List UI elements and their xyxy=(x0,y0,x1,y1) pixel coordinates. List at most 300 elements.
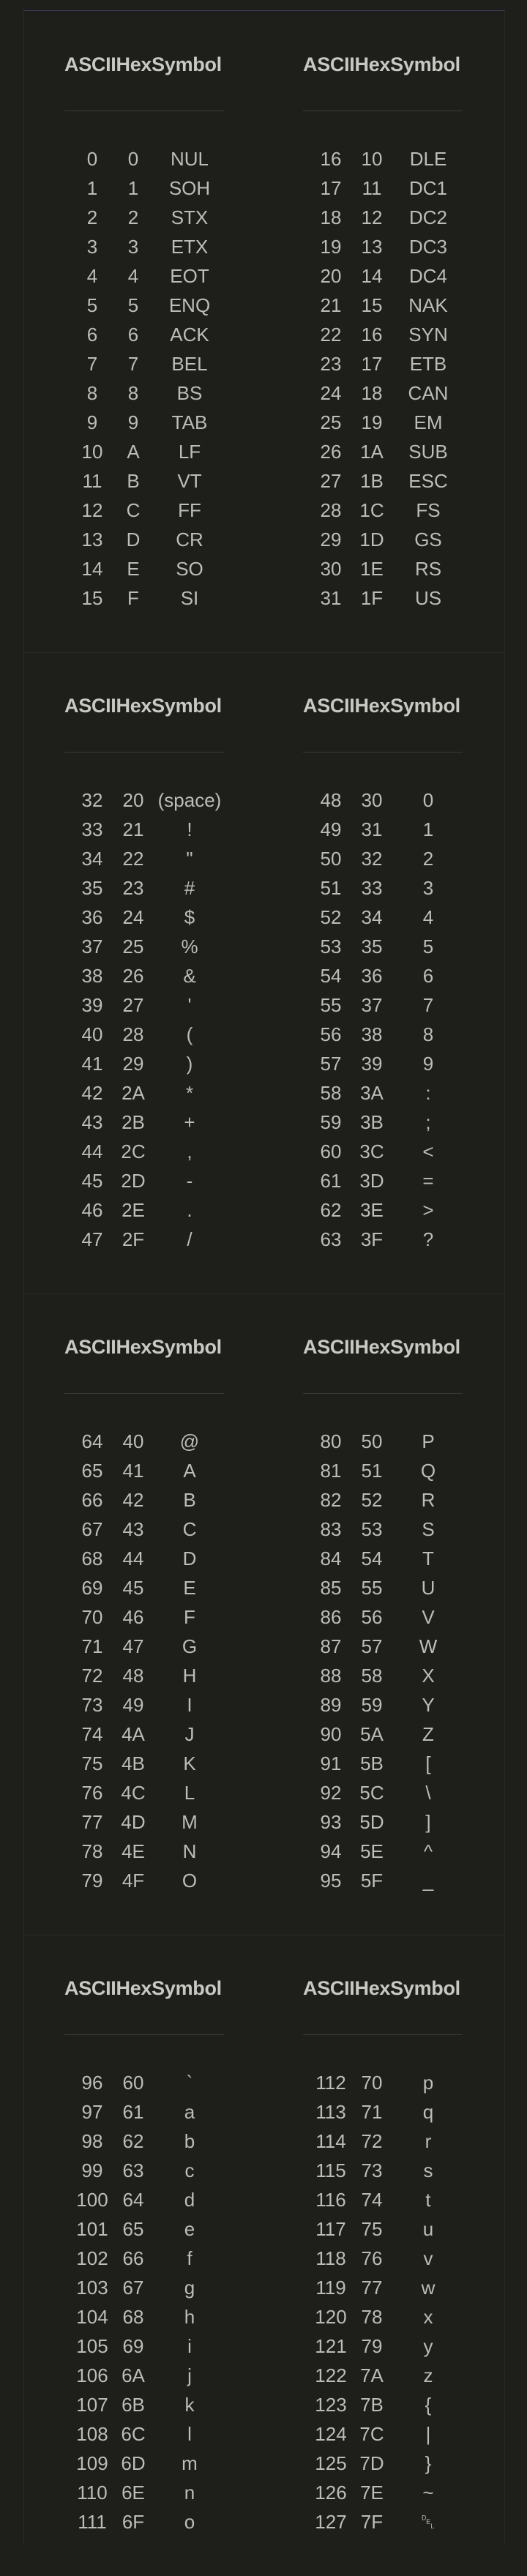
table-row xyxy=(303,1195,464,1225)
ascii-cell: 89 xyxy=(320,1694,342,1716)
table-body xyxy=(64,785,225,1254)
header-symbol: Symbol xyxy=(390,1977,460,1999)
hex-cell: 7E xyxy=(360,2482,384,2504)
hex-cell: 31 xyxy=(361,818,383,840)
table-row xyxy=(303,2156,464,2185)
hex-cell: 74 xyxy=(361,2189,383,2211)
table-row xyxy=(303,2244,464,2273)
ascii-cell: 72 xyxy=(81,1665,103,1687)
ascii-cell: 99 xyxy=(81,2159,103,2181)
symbol-cell: O xyxy=(182,1870,198,1892)
hex-cell: 69 xyxy=(122,2335,144,2357)
symbol-cell: X xyxy=(422,1665,435,1687)
header-symbol: Symbol xyxy=(390,1336,460,1358)
ascii-cell: 19 xyxy=(320,236,342,258)
ascii-cell: 52 xyxy=(320,906,342,928)
table-row xyxy=(303,1544,464,1573)
symbol-cell: ETB xyxy=(409,353,447,375)
table-row xyxy=(64,2244,225,2273)
header-hex: Hex xyxy=(354,53,391,75)
table-row xyxy=(64,2390,225,2419)
symbol-cell: G xyxy=(182,1635,198,1657)
header-hex: Hex xyxy=(116,53,152,75)
table-row xyxy=(64,2332,225,2361)
hex-cell: B xyxy=(127,470,140,492)
hex-cell: 3A xyxy=(360,1082,384,1104)
header-rule xyxy=(303,1393,463,1394)
table-row xyxy=(303,232,464,261)
ascii-cell: 38 xyxy=(81,965,103,987)
table-row xyxy=(64,408,225,437)
table-row xyxy=(64,1108,225,1137)
symbol-cell: EM xyxy=(414,411,443,433)
ascii-cell: 42 xyxy=(81,1082,103,1104)
ascii-cell: 125 xyxy=(315,2452,347,2474)
ascii-cell: 41 xyxy=(81,1053,103,1075)
table-row xyxy=(303,173,464,203)
table-row xyxy=(64,903,225,932)
hex-cell: 6E xyxy=(122,2482,145,2504)
table-row xyxy=(64,1485,225,1515)
ascii-cell: 105 xyxy=(76,2335,108,2357)
hex-cell: 52 xyxy=(361,1489,383,1511)
ascii-cell: 79 xyxy=(81,1870,103,1892)
hex-cell: 73 xyxy=(361,2159,383,2181)
hex-cell: A xyxy=(127,441,140,463)
hex-cell: 1F xyxy=(360,587,384,609)
hex-cell: 14 xyxy=(361,265,383,287)
symbol-cell: 8 xyxy=(422,1023,434,1045)
ascii-cell: 93 xyxy=(320,1811,342,1833)
hex-cell: 6F xyxy=(122,2511,145,2533)
ascii-cell: 11 xyxy=(82,470,102,492)
hex-cell: 37 xyxy=(361,994,383,1016)
hex-cell: 39 xyxy=(361,1053,383,1075)
ascii-cell: 3 xyxy=(86,236,98,258)
header-rule xyxy=(64,1393,224,1394)
hex-cell: 3B xyxy=(360,1111,384,1133)
table-row xyxy=(303,466,464,496)
table-row xyxy=(64,2185,225,2214)
table-row xyxy=(303,2419,464,2449)
hex-cell: 5 xyxy=(127,294,139,316)
table-row xyxy=(303,1078,464,1108)
table-row xyxy=(303,2185,464,2214)
hex-cell: 1E xyxy=(360,558,384,580)
hex-cell: E xyxy=(127,558,140,580)
symbol-cell: q xyxy=(422,2101,434,2123)
ascii-cell: 98 xyxy=(81,2130,103,2152)
table-row xyxy=(64,1661,225,1690)
symbol-cell: SI xyxy=(180,587,199,609)
symbol-cell: n xyxy=(184,2482,195,2504)
ascii-cell: 77 xyxy=(81,1811,103,1833)
hex-cell: 21 xyxy=(122,818,144,840)
table-row xyxy=(303,1661,464,1690)
ascii-cell: 40 xyxy=(81,1023,103,1045)
table-row xyxy=(303,1573,464,1602)
table-row xyxy=(303,1166,464,1195)
ascii-cell: 16 xyxy=(320,148,342,170)
symbol-cell: Z xyxy=(422,1723,434,1745)
header-symbol: Symbol xyxy=(152,1336,222,1358)
ascii-cell: 62 xyxy=(320,1199,342,1221)
table-row xyxy=(303,815,464,844)
ascii-cell: 114 xyxy=(315,2130,346,2152)
symbol-cell: N xyxy=(182,1840,197,1862)
ascii-cell: 59 xyxy=(320,1111,342,1133)
ascii-cell: 112 xyxy=(315,2072,346,2094)
table-row xyxy=(64,1866,225,1895)
table-row xyxy=(64,1573,225,1602)
header-ascii: ASCII xyxy=(64,1336,116,1358)
ascii-cell: 119 xyxy=(315,2277,346,2299)
ascii-cell: 68 xyxy=(81,1548,103,1569)
table-row xyxy=(64,1020,225,1049)
header-hex: Hex xyxy=(116,1336,152,1358)
hex-cell: 60 xyxy=(122,2072,144,2094)
symbol-cell: NUL xyxy=(170,148,209,170)
hex-cell: 4A xyxy=(122,1723,145,1745)
table-row xyxy=(303,554,464,583)
symbol-cell: g xyxy=(184,2277,195,2299)
table-section xyxy=(24,1935,504,2576)
hex-cell: 12 xyxy=(361,206,383,228)
table-row xyxy=(303,2449,464,2478)
hex-cell: 79 xyxy=(361,2335,383,2357)
table-row xyxy=(64,1225,225,1254)
ascii-cell: 49 xyxy=(320,818,342,840)
table-row xyxy=(64,1427,225,1456)
hex-cell: 65 xyxy=(122,2218,144,2240)
symbol-cell: @ xyxy=(179,1430,200,1452)
symbol-cell: s xyxy=(423,2159,433,2181)
hex-cell: 49 xyxy=(122,1694,144,1716)
hex-cell: 48 xyxy=(122,1665,144,1687)
ascii-cell: 106 xyxy=(76,2364,108,2386)
header-symbol: Symbol xyxy=(152,695,222,717)
hex-cell: 2D xyxy=(121,1170,146,1192)
table-row xyxy=(64,1515,225,1544)
hex-cell: 27 xyxy=(122,994,144,1016)
table-row xyxy=(303,261,464,291)
table-row xyxy=(64,2127,225,2156)
symbol-cell: j xyxy=(187,2364,192,2386)
ascii-cell: 71 xyxy=(81,1635,103,1657)
table-body xyxy=(64,2068,225,2536)
hex-cell: 4C xyxy=(121,1782,146,1804)
header-symbol: Symbol xyxy=(390,53,460,75)
table-row xyxy=(64,815,225,844)
hex-cell: 4F xyxy=(122,1870,145,1892)
table-row xyxy=(303,1515,464,1544)
hex-cell: 5F xyxy=(360,1870,384,1892)
hex-cell: 58 xyxy=(361,1665,383,1687)
table-row xyxy=(64,844,225,873)
ascii-cell: 85 xyxy=(320,1577,342,1599)
symbol-cell: : xyxy=(425,1082,431,1104)
ascii-cell: 48 xyxy=(320,789,342,811)
hex-cell: 5C xyxy=(359,1782,384,1804)
symbol-cell: SUB xyxy=(408,441,448,463)
table-row xyxy=(303,2507,464,2536)
symbol-cell: & xyxy=(183,965,196,987)
ascii-cell: 39 xyxy=(81,994,103,1016)
symbol-cell: ^ xyxy=(423,1840,433,1862)
symbol-cell: l xyxy=(187,2423,192,2445)
ascii-cell: 82 xyxy=(320,1489,342,1511)
ascii-cell: 91 xyxy=(320,1752,342,1774)
symbol-cell: H xyxy=(182,1665,197,1687)
hex-cell: 75 xyxy=(361,2218,383,2240)
hex-cell: 61 xyxy=(122,2101,144,2123)
hex-cell: 5B xyxy=(360,1752,384,1774)
table-row xyxy=(64,2214,225,2244)
symbol-cell: ( xyxy=(186,1023,193,1045)
hex-cell: 17 xyxy=(361,353,383,375)
header-ascii: ASCII xyxy=(303,695,355,717)
table-row xyxy=(64,1778,225,1807)
ascii-cell: 120 xyxy=(315,2306,347,2328)
ascii-cell: 121 xyxy=(315,2335,347,2357)
table-header xyxy=(303,1336,464,1359)
symbol-cell: [ xyxy=(425,1752,431,1774)
table-row xyxy=(64,1137,225,1166)
symbol-cell: ? xyxy=(422,1228,434,1250)
hex-cell: 1A xyxy=(360,441,384,463)
symbol-cell: 1 xyxy=(422,818,434,840)
hex-cell: 62 xyxy=(122,2130,144,2152)
ascii-cell: 109 xyxy=(76,2452,108,2474)
header-hex: Hex xyxy=(354,695,391,717)
hex-cell: 78 xyxy=(361,2306,383,2328)
header-rule xyxy=(303,2034,463,2035)
ascii-cell: 28 xyxy=(320,499,342,521)
ascii-cell: 78 xyxy=(81,1840,103,1862)
hex-cell: 70 xyxy=(361,2072,383,2094)
symbol-cell: L xyxy=(184,1782,195,1804)
hex-cell: 54 xyxy=(361,1548,383,1569)
table-row xyxy=(64,203,225,232)
symbol-cell: 6 xyxy=(422,965,434,987)
table-row xyxy=(64,932,225,961)
symbol-cell: ESC xyxy=(408,470,448,492)
ascii-cell: 116 xyxy=(315,2189,346,2211)
ascii-cell: 30 xyxy=(320,558,342,580)
table-row xyxy=(64,1807,225,1837)
hex-cell: 76 xyxy=(361,2247,383,2269)
header-ascii: ASCII xyxy=(64,1977,116,1999)
symbol-cell: Q xyxy=(420,1460,436,1482)
hex-cell: C xyxy=(126,499,141,521)
ascii-cell: 86 xyxy=(320,1606,342,1628)
ascii-cell: 14 xyxy=(81,558,103,580)
symbol-cell: FF xyxy=(178,499,201,521)
symbol-cell: e xyxy=(184,2218,195,2240)
hex-cell: 42 xyxy=(122,1489,144,1511)
symbol-cell: VT xyxy=(177,470,202,492)
table-row xyxy=(64,2507,225,2536)
ascii-cell: 65 xyxy=(81,1460,103,1482)
header-hex: Hex xyxy=(354,1977,391,1999)
hex-cell: 4B xyxy=(122,1752,145,1774)
symbol-cell: # xyxy=(184,877,195,899)
symbol-cell: SO xyxy=(176,558,203,580)
hex-cell: 66 xyxy=(122,2247,144,2269)
symbol-cell: " xyxy=(186,848,193,870)
ascii-cell: 66 xyxy=(81,1489,103,1511)
symbol-cell: ! xyxy=(187,818,193,840)
table-row xyxy=(64,378,225,408)
ascii-cell: 102 xyxy=(76,2247,108,2269)
hex-cell: 50 xyxy=(361,1430,383,1452)
table-row xyxy=(303,408,464,437)
symbol-cell: NAK xyxy=(408,294,448,316)
symbol-cell: ETX xyxy=(171,236,209,258)
ascii-cell: 8 xyxy=(86,382,98,404)
hex-cell: 38 xyxy=(361,1023,383,1045)
symbol-cell: + xyxy=(184,1111,195,1133)
symbol-cell: M xyxy=(182,1811,198,1833)
ascii-cell: 2 xyxy=(86,206,98,228)
header-rule xyxy=(303,752,463,753)
hex-cell: 5A xyxy=(360,1723,384,1745)
hex-cell: 3E xyxy=(360,1199,384,1221)
header-symbol: Symbol xyxy=(152,53,222,75)
ascii-cell: 110 xyxy=(77,2482,108,2504)
table-row xyxy=(303,1456,464,1485)
hex-cell: 23 xyxy=(122,877,144,899)
hex-cell: 5D xyxy=(359,1811,384,1833)
table-row xyxy=(64,2361,225,2390)
ascii-cell: 26 xyxy=(320,441,342,463)
ascii-cell: 113 xyxy=(315,2101,346,2123)
hex-cell: 8 xyxy=(127,382,139,404)
symbol-cell: ; xyxy=(425,1111,431,1133)
header-ascii: ASCII xyxy=(303,1336,355,1358)
hex-cell: 16 xyxy=(361,324,383,346)
symbol-cell: ENQ xyxy=(168,294,211,316)
hex-cell: 47 xyxy=(122,1635,144,1657)
table-row xyxy=(303,2390,464,2419)
ascii-cell: 73 xyxy=(81,1694,103,1716)
hex-cell: 2 xyxy=(127,206,139,228)
hex-cell: 18 xyxy=(361,382,383,404)
table-body xyxy=(303,2068,464,2536)
hex-cell: 1C xyxy=(359,499,384,521)
hex-cell: 7 xyxy=(127,353,139,375)
table-row xyxy=(64,1166,225,1195)
symbol-cell: R xyxy=(421,1489,436,1511)
hex-cell: 53 xyxy=(361,1518,383,1540)
ascii-table-frame xyxy=(23,10,505,2543)
ascii-cell: 108 xyxy=(76,2423,108,2445)
hex-cell: 64 xyxy=(122,2189,144,2211)
header-ascii: ASCII xyxy=(303,1977,355,1999)
hex-cell: 3F xyxy=(360,1228,384,1250)
hex-cell: 6C xyxy=(121,2423,146,2445)
ascii-cell: 47 xyxy=(81,1228,103,1250)
symbol-cell: * xyxy=(185,1082,194,1104)
header-hex: Hex xyxy=(116,1977,152,1999)
ascii-cell: 126 xyxy=(315,2482,347,2504)
table-row xyxy=(303,1720,464,1749)
symbol-cell: _ xyxy=(422,1870,434,1892)
table-header xyxy=(64,1336,225,1359)
ascii-cell: 12 xyxy=(81,499,103,521)
ascii-cell: 122 xyxy=(315,2364,347,2386)
table-row xyxy=(64,1690,225,1720)
hex-cell: 77 xyxy=(361,2277,383,2299)
ascii-cell: 20 xyxy=(320,265,342,287)
ascii-cell: 5 xyxy=(86,294,98,316)
ascii-cell: 9 xyxy=(86,411,98,433)
table-row xyxy=(303,1749,464,1778)
ascii-cell: 64 xyxy=(81,1430,103,1452)
ascii-cell: 76 xyxy=(81,1782,103,1804)
hex-cell: 7A xyxy=(360,2364,384,2386)
table-row xyxy=(303,785,464,815)
hex-cell: 68 xyxy=(122,2306,144,2328)
hex-cell: 51 xyxy=(361,1460,383,1482)
hex-cell: 72 xyxy=(361,2130,383,2152)
table-section xyxy=(24,11,504,652)
hex-cell: 13 xyxy=(361,236,383,258)
section-divider xyxy=(24,1293,504,1294)
symbol-cell: 5 xyxy=(422,936,434,957)
hex-cell: 7C xyxy=(359,2423,384,2445)
table-row xyxy=(303,1049,464,1078)
symbol-cell: ` xyxy=(186,2072,193,2094)
table-header xyxy=(303,53,464,76)
hex-cell: 7D xyxy=(359,2452,384,2474)
hex-cell: 5E xyxy=(360,1840,384,1862)
table-row xyxy=(64,554,225,583)
ascii-cell: 90 xyxy=(320,1723,342,1745)
symbol-cell: v xyxy=(423,2247,433,2269)
ascii-cell: 56 xyxy=(320,1023,342,1045)
symbol-cell: = xyxy=(422,1170,434,1192)
header-symbol: Symbol xyxy=(152,1977,222,1999)
table-row xyxy=(64,2273,225,2302)
table-row xyxy=(64,2419,225,2449)
hex-cell: 1D xyxy=(359,529,384,550)
ascii-cell: 6 xyxy=(86,324,98,346)
ascii-cell: 115 xyxy=(315,2159,346,2181)
ascii-cell: 18 xyxy=(320,206,342,228)
symbol-cell: - xyxy=(186,1170,193,1192)
ascii-cell: 17 xyxy=(320,177,342,199)
ascii-cell: 34 xyxy=(81,848,103,870)
hex-cell: 11 xyxy=(362,177,382,199)
ascii-cell: 58 xyxy=(320,1082,342,1104)
hex-cell: 22 xyxy=(122,848,144,870)
table-row xyxy=(303,1225,464,1254)
hex-cell: 55 xyxy=(361,1577,383,1599)
ascii-cell: 61 xyxy=(320,1170,342,1192)
symbol-cell: . xyxy=(187,1199,193,1221)
hex-cell: 4 xyxy=(127,265,139,287)
table-row xyxy=(64,144,225,173)
symbol-cell: > xyxy=(422,1199,434,1221)
header-hex: Hex xyxy=(116,695,152,717)
symbol-cell: o xyxy=(184,2511,195,2533)
table-row xyxy=(303,873,464,903)
table-row xyxy=(303,1602,464,1632)
table-section xyxy=(24,652,504,1293)
table-row xyxy=(303,932,464,961)
hex-cell: 59 xyxy=(361,1694,383,1716)
